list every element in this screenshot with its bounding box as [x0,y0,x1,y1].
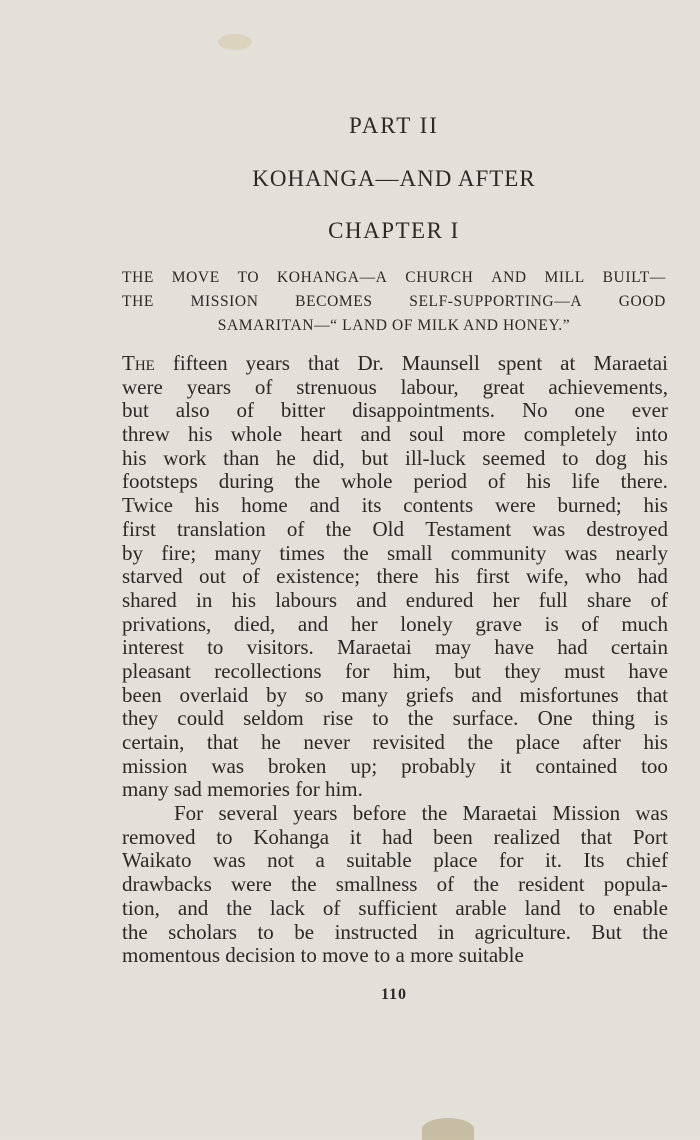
opening-word: The [122,351,155,375]
body-line: Waikato was not a suitable place for it. Its chief [122,848,668,873]
body-text [122,352,668,968]
body-line: footsteps during the whole period of his life there. [122,469,668,494]
body-line: drawbacks were the smallness of the resident popula- [122,872,668,897]
body-line: many sad memories for him. [122,777,363,802]
page-number: 110 [380,986,408,1003]
synopsis-line: THE MOVE TO KOHANGA—A CHURCH AND MILL BUILT— [122,269,666,286]
body-line: momentous decision to move to a more suitable [122,943,524,968]
body-line: the scholars to be instructed in agriculture. But the [122,919,668,944]
part-title: PART II [349,113,439,138]
chapter-synopsis [122,266,666,338]
body-line: removed to Kohanga it had been realized that Port [122,824,668,849]
body-line: shared in his labours and endured her full share of [122,587,668,612]
body-first-line: The fifteen years that Dr. Maunsell spent at Maraetai [122,351,668,375]
body-line: certain, that he never revisited the place after his [122,730,668,754]
body-line: For several years before the Maraetai Mission was [174,801,668,826]
synopsis-line: THE MISSION BECOMES SELF-SUPPORTING—A GOOD [122,293,666,310]
body-line: Twice his home and its contents were burned; his [122,493,668,518]
part-subtitle: KOHANGA—AND AFTER [252,166,536,191]
body-line: first translation of the Old Testament was destroyed [122,516,668,541]
body-line: threw his whole heart and soul more completely into [122,422,668,447]
body-line: were years of strenuous labour, great achievements, [122,374,668,399]
body-line: pleasant recollections for him, but they must have [122,658,668,683]
body-line: tion, and the lack of sufficient arable land to enable [122,895,668,920]
body-line: been overlaid by so many griefs and misfortunes that [122,682,668,707]
chapter-title: CHAPTER I [328,218,460,243]
paper-stain [218,34,252,50]
synopsis-line: SAMARITAN—“ LAND OF MILK AND HONEY.” [217,317,571,334]
body-line: by fire; many times the small community was nearly [122,540,668,565]
body-line: mission was broken up; probably it contained too [122,753,668,778]
body-line: privations, died, and her lonely grave is of much [122,611,668,636]
body-line: they could seldom rise to the surface. One thing is [122,706,668,731]
body-line: but also of bitter disappointments. No one ever [122,398,668,423]
paper-stain [422,1118,474,1140]
body-line: interest to visitors. Maraetai may have had certain [122,635,668,660]
body-line: his work than he did, but ill-luck seemed to dog his [122,445,668,470]
body-line: starved out of existence; there his first wife, who had [122,564,668,589]
